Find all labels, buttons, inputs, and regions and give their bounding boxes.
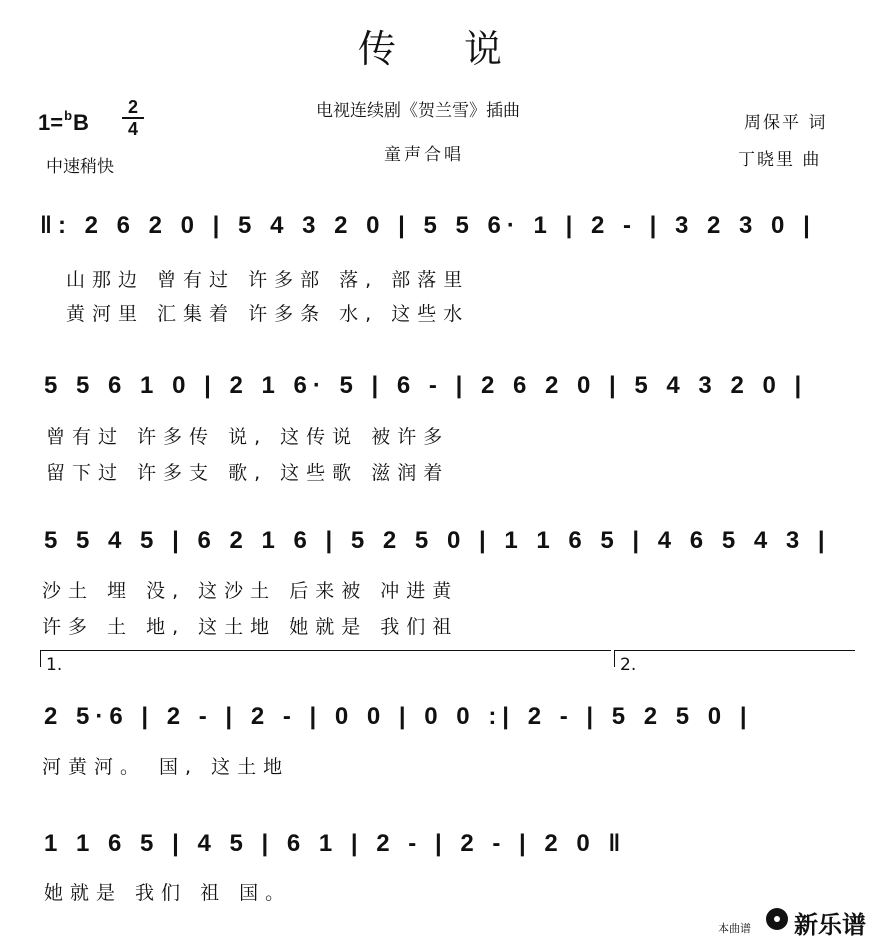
notation-line-5: 1 1 6 5 | 4 5 | 6 1 | 2 - | 2 - | 2 0 ‖ — [44, 830, 627, 857]
lyric-line-4: 河黄河。 国, 这土地 — [42, 756, 290, 778]
performers: 童声合唱 — [384, 145, 464, 165]
volta-1-label: 1. — [46, 655, 63, 675]
time-signature — [122, 98, 144, 138]
lyric-line-1b: 黄河里 汇集着 许多条 水, 这些水 — [66, 303, 470, 325]
lyric-line-3a: 沙土 埋 没, 这沙土 后来被 冲进黄 — [42, 580, 459, 602]
tempo-marking: 中速稍快 — [46, 157, 114, 177]
key-prefix: 1= — [38, 110, 64, 135]
notation-line-1: ‖: 2 6 2 0 | 5 4 3 2 0 | 5 5 6· 1 | 2 - | 3 2 3 0 | — [40, 212, 816, 239]
flat-sign: b — [64, 108, 73, 123]
volta-1-bracket — [40, 650, 611, 667]
notation-line-2: 5 5 6 1 0 | 2 1 6· 5 | 6 - | 2 6 2 0 | 5 4 3 2 0 | — [44, 372, 808, 399]
subtitle: 电视连续剧《贺兰雪》插曲 — [316, 101, 520, 121]
record-icon — [766, 908, 788, 930]
notation-line-3: 5 5 4 5 | 6 2 1 6 | 5 2 5 0 | 1 1 6 5 | 4 6 5 4 3 | — [44, 527, 831, 554]
time-bottom: 4 — [127, 119, 138, 139]
key-note: B — [73, 110, 89, 135]
composer-credit: 丁晓里 曲 — [738, 150, 822, 170]
lyricist-credit: 周保平 词 — [744, 113, 828, 133]
key-signature — [38, 108, 89, 136]
notation-line-4: 2 5·6 | 2 - | 2 - | 0 0 | 0 0 :| 2 - | 5 2 5 0 | — [44, 703, 753, 730]
watermark-small-text: 本曲谱 — [718, 922, 751, 935]
lyric-line-2a: 曾有过 许多传 说, 这传说 被许多 — [46, 426, 450, 448]
lyric-line-1a: 山那边 曾有过 许多部 落, 部落里 — [66, 269, 470, 291]
volta-2-label: 2. — [620, 655, 637, 675]
song-title: 传 说 — [357, 27, 531, 71]
lyric-line-3b: 许多 土 地, 这土地 她就是 我们祖 — [42, 616, 459, 638]
time-top: 2 — [127, 97, 138, 117]
watermark-brand: 新乐谱 — [794, 911, 866, 939]
volta-2-bracket — [614, 650, 855, 667]
lyric-line-2b: 留下过 许多支 歌, 这些歌 滋润着 — [46, 462, 450, 484]
lyric-line-5: 她就是 我们 祖 国。 — [44, 882, 292, 904]
